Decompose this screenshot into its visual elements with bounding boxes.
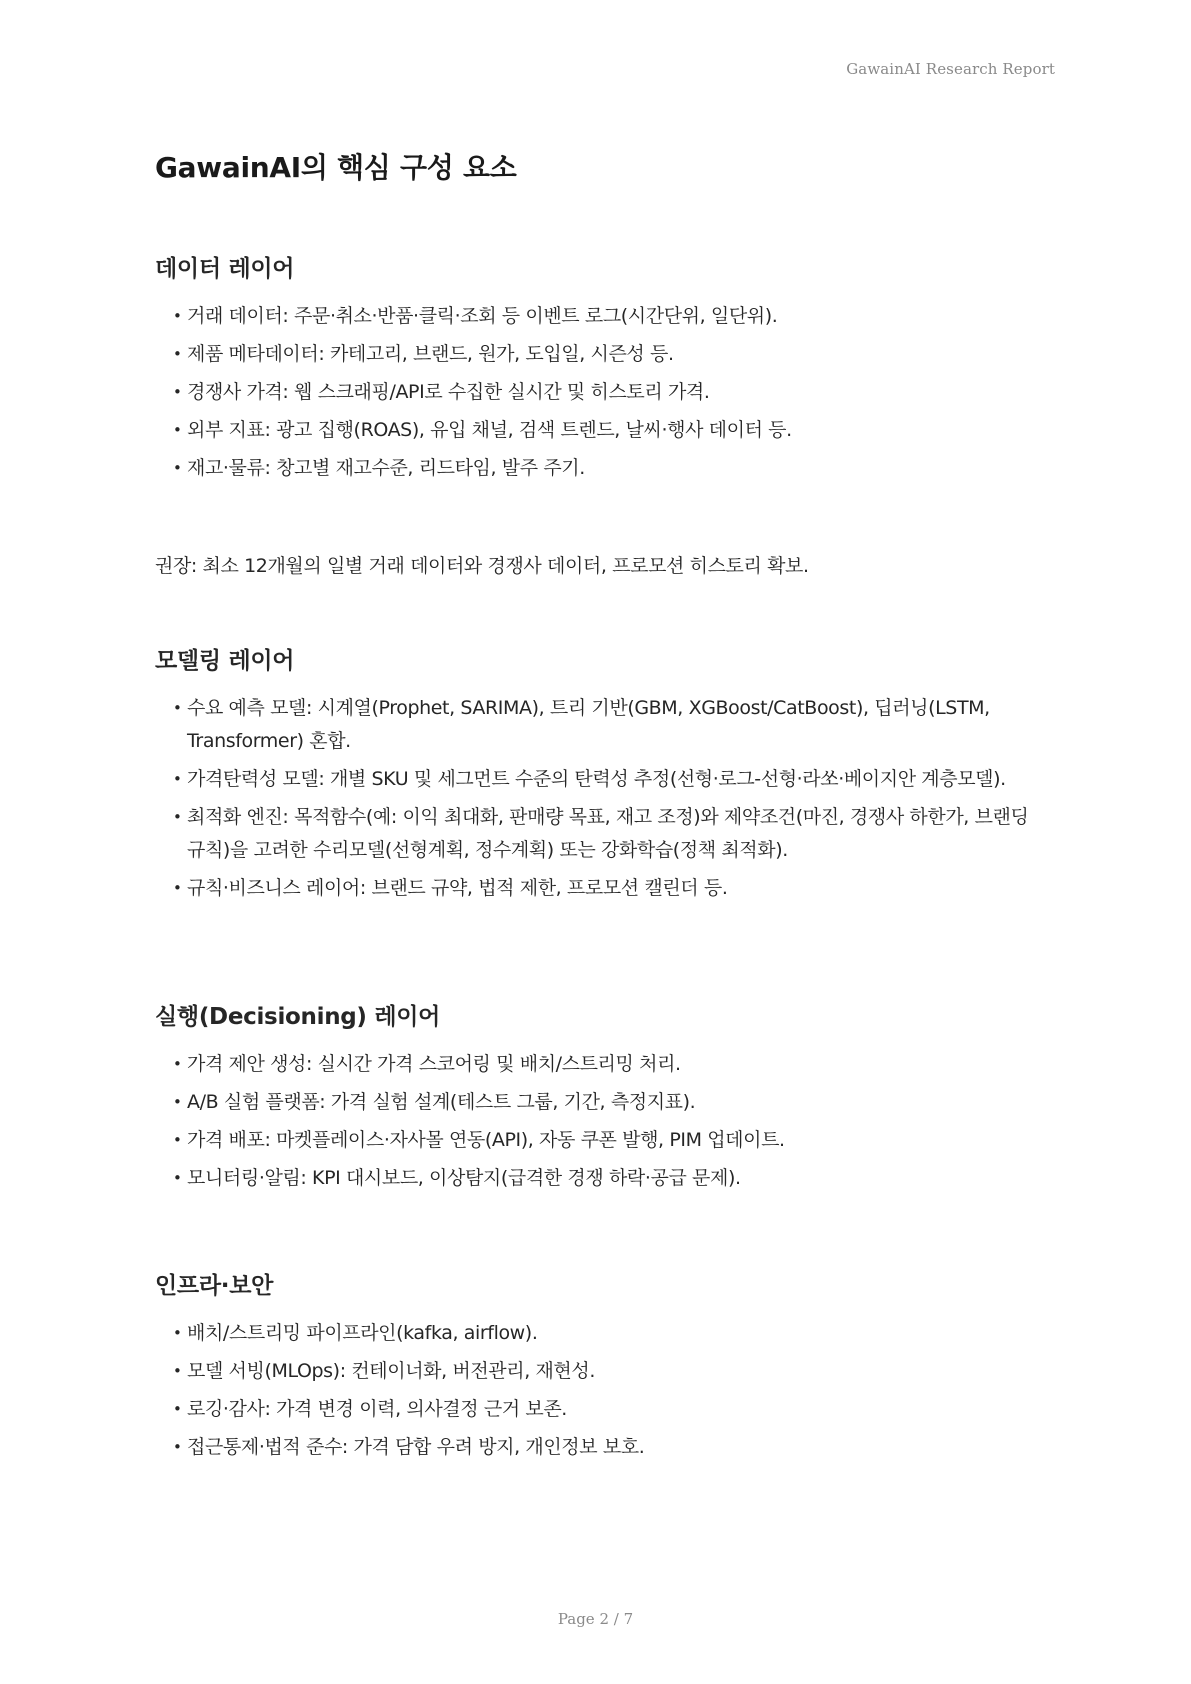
bullet-icon: • [173, 699, 182, 717]
bullet-icon: • [173, 1362, 182, 1380]
list-item: • 경쟁사 가격: 웹 스크래핑/API로 수집한 실시간 및 히스토리 가격. [155, 376, 1035, 409]
recommendation-note: 권장: 최소 12개월의 일별 거래 데이터와 경쟁사 데이터, 프로모션 히스토리 확보. [155, 555, 809, 577]
bullet-list [155, 692, 1035, 905]
bullet-list [155, 1317, 1035, 1464]
list-item: • 로깅·감사: 가격 변경 이력, 의사결정 근거 보존. [155, 1393, 1035, 1426]
list-item: • 거래 데이터: 주문·취소·반품·클릭·조회 등 이벤트 로그(시간단위, 일단위). [155, 300, 1035, 333]
bullet-icon: • [173, 1169, 182, 1187]
list-item: • 외부 지표: 광고 집행(ROAS), 유입 채널, 검색 트렌드, 날씨·행사 데이터 등. [155, 414, 1035, 447]
bullet-icon: • [173, 383, 182, 401]
bullet-icon: • [173, 879, 182, 897]
list-item: • 가격탄력성 모델: 개별 SKU 및 세그먼트 수준의 탄력성 추정(선형·로그-선형·라쏘·베이지안 계층모델). [155, 763, 1035, 796]
list-item: • A/B 실험 플랫폼: 가격 실험 설계(테스트 그룹, 기간, 측정지표). [155, 1086, 1035, 1119]
list-item: • 접근통제·법적 준수: 가격 담합 우려 방지, 개인정보 보호. [155, 1431, 1035, 1464]
list-item: • 모델 서빙(MLOps): 컨테이너화, 버전관리, 재현성. [155, 1355, 1035, 1388]
bullet-icon: • [173, 770, 182, 788]
list-item: • 제품 메타데이터: 카테고리, 브랜드, 원가, 도입일, 시즌성 등. [155, 338, 1035, 371]
bullet-icon: • [173, 459, 182, 477]
list-item: • 규칙·비즈니스 레이어: 브랜드 규약, 법적 제한, 프로모션 캘린더 등. [155, 872, 1035, 905]
section-heading: 데이터 레이어 [155, 256, 295, 282]
page-number: Page 2 / 7 [557, 1610, 634, 1628]
page-title: GawainAI의 핵심 구성 요소 [155, 151, 517, 184]
bullet-icon: • [173, 808, 182, 826]
bullet-list [155, 1048, 1035, 1195]
bullet-icon: • [173, 1131, 182, 1149]
section-decisioning-layer [155, 1002, 1035, 1200]
bullet-icon: • [173, 307, 182, 325]
list-item: • 배치/스트리밍 파이프라인(kafka, airflow). [155, 1317, 1035, 1350]
bullet-icon: • [173, 1324, 182, 1342]
section-heading: 인프라·보안 [155, 1273, 274, 1299]
list-item: • 최적화 엔진: 목적함수(예: 이익 최대화, 판매량 목표, 재고 조정)와 제약조건(마진, 경쟁사 하한가, 브랜딩 규칙)을 고려한 수리모델(선형계획, 정수계획) 또는 강화학습(정책 최적화). [155, 801, 1035, 867]
list-item: • 가격 제안 생성: 실시간 가격 스코어링 및 배치/스트리밍 처리. [155, 1048, 1035, 1081]
running-header: GawainAI Research Report [846, 60, 1055, 78]
section-data-layer [155, 254, 1035, 490]
list-item: • 가격 배포: 마켓플레이스·자사몰 연동(API), 자동 쿠폰 발행, PIM 업데이트. [155, 1124, 1035, 1157]
bullet-list [155, 300, 1035, 485]
section-infra-security [155, 1271, 1035, 1469]
bullet-icon: • [173, 345, 182, 363]
bullet-icon: • [173, 1400, 182, 1418]
list-item: • 수요 예측 모델: 시계열(Prophet, SARIMA), 트리 기반(GBM, XGBoost/CatBoost), 딥러닝(LSTM, Transformer) 혼합. [155, 692, 1035, 758]
bullet-icon: • [173, 1055, 182, 1073]
bullet-icon: • [173, 1093, 182, 1111]
section-heading: 모델링 레이어 [155, 648, 295, 674]
bullet-icon: • [173, 421, 182, 439]
list-item: • 모니터링·알림: KPI 대시보드, 이상탐지(급격한 경쟁 하락·공급 문제). [155, 1162, 1035, 1195]
list-item: • 재고·물류: 창고별 재고수준, 리드타임, 발주 주기. [155, 452, 1035, 485]
bullet-icon: • [173, 1438, 182, 1456]
section-heading: 실행(Decisioning) 레이어 [155, 1004, 441, 1030]
section-modeling-layer [155, 646, 1035, 910]
